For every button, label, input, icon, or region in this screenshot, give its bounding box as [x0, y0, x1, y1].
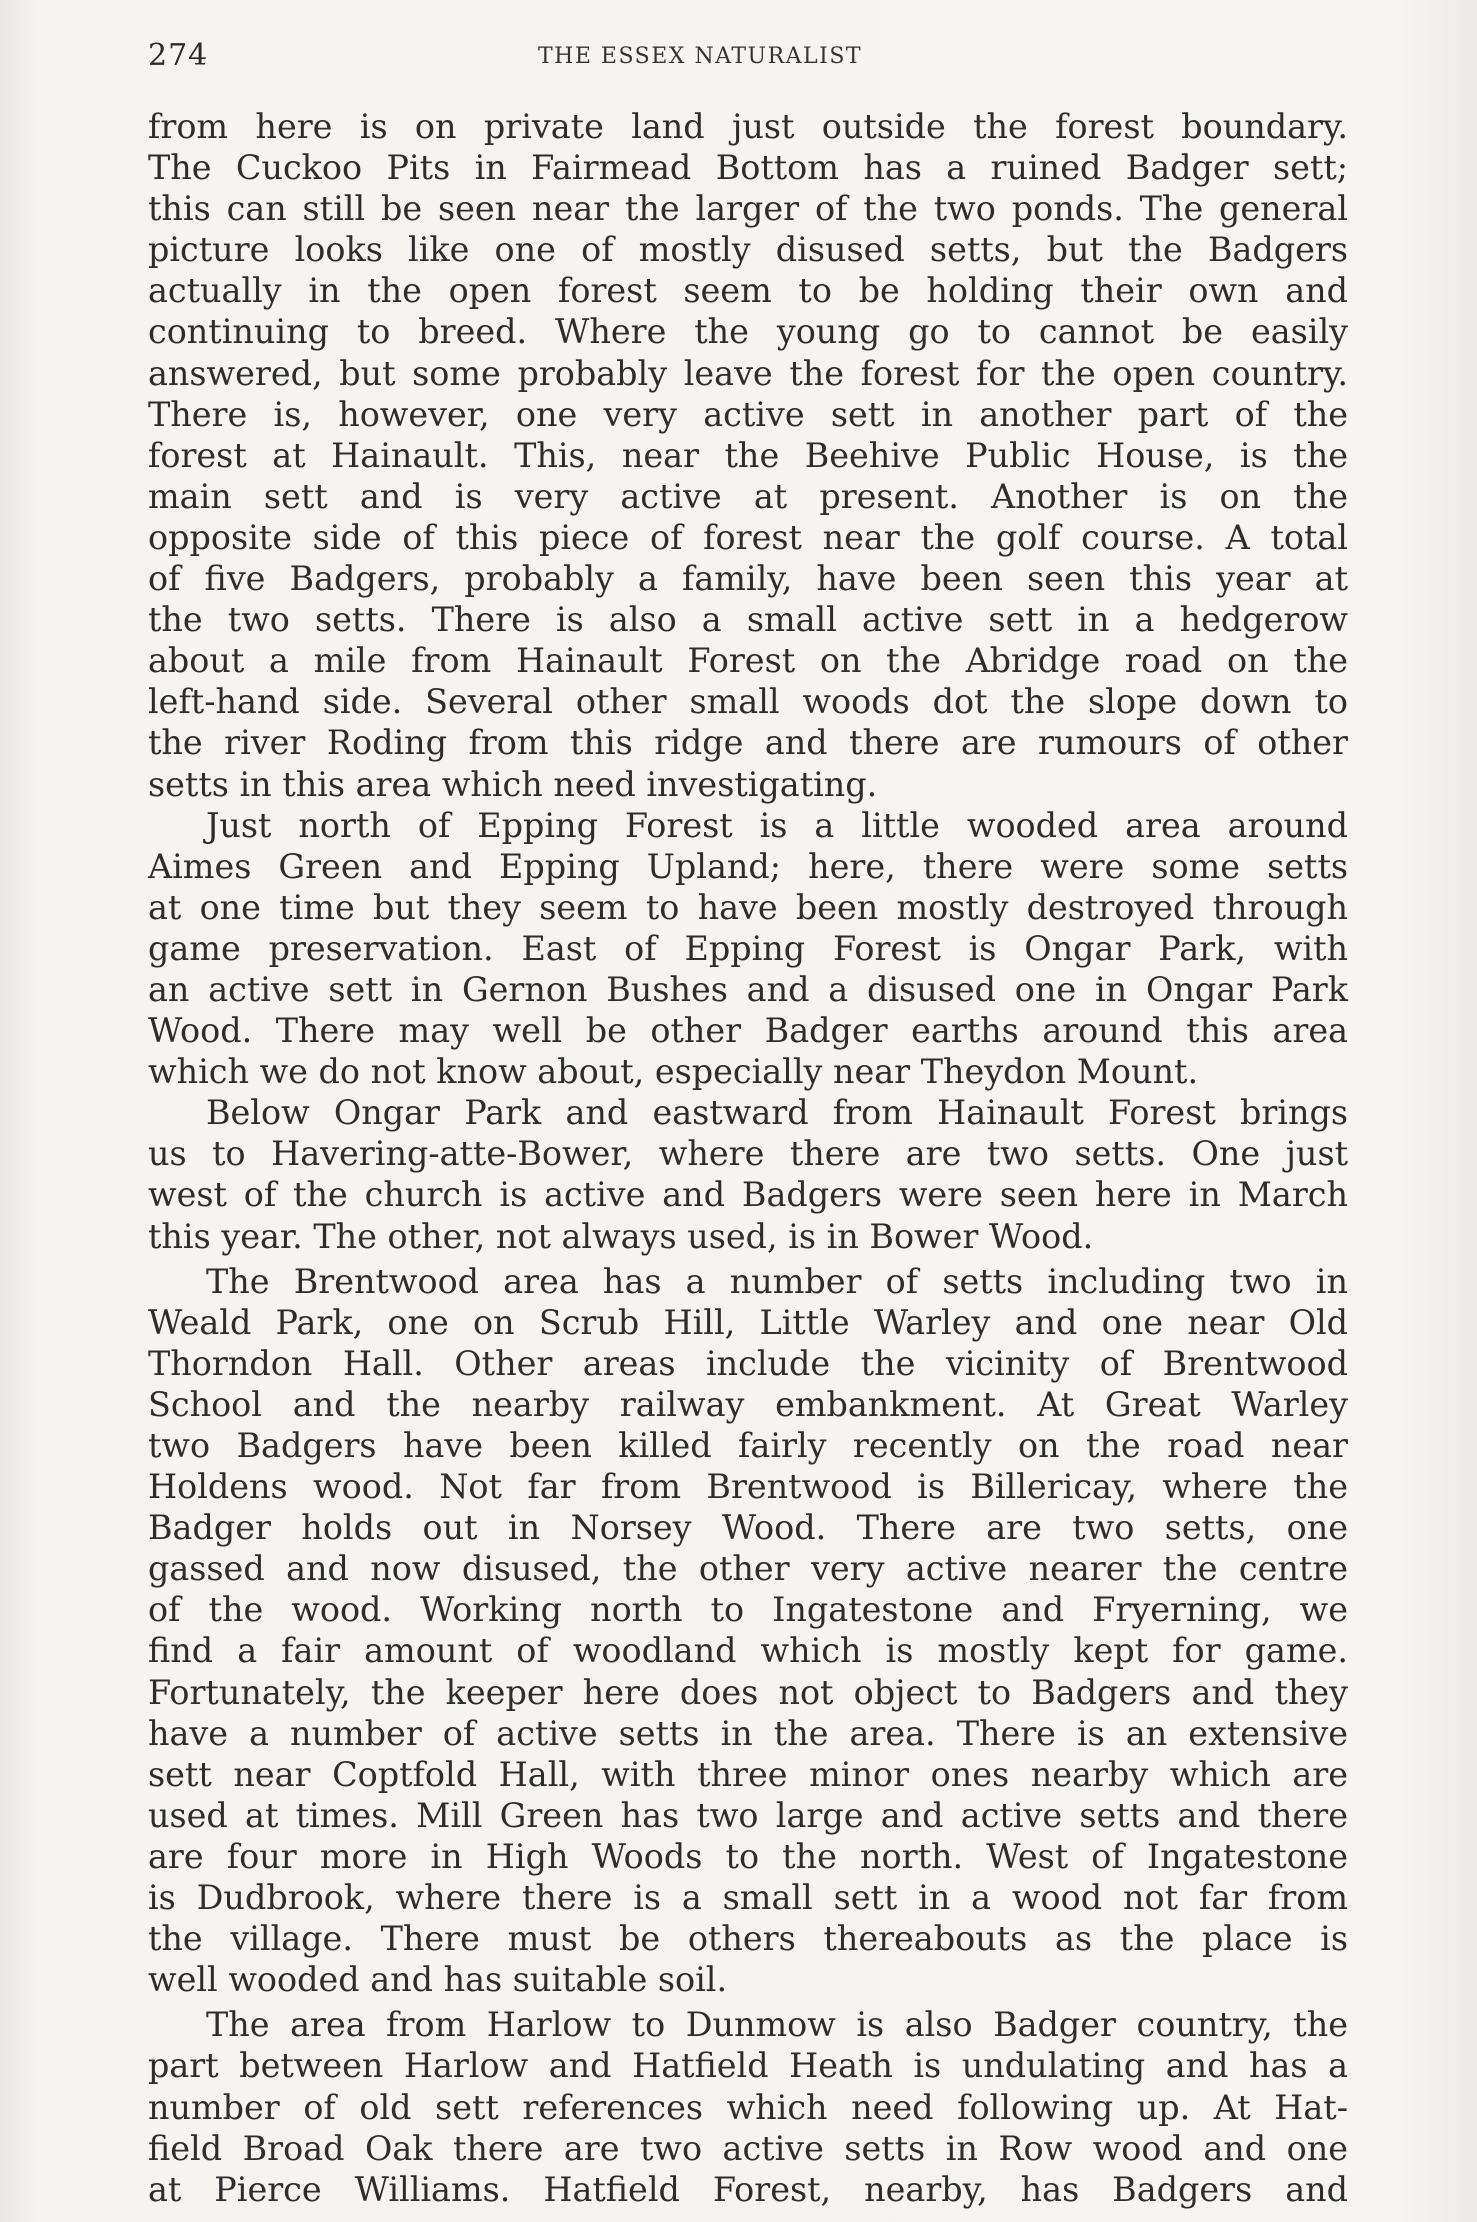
- text-line: sett near Coptfold Hall, with three minor ones nearby which are: [148, 1754, 1348, 1794]
- text-line: at one time but they seem to have been mostly destroyed through: [148, 887, 1348, 927]
- page-number: 274: [148, 38, 209, 73]
- text-line: Thorndon Hall. Other areas include the vicinity of Brentwood: [148, 1343, 1348, 1383]
- text-line: Aimes Green and Epping Upland; here, there were some setts: [148, 846, 1348, 886]
- text-line: School and the nearby railway embankment. At Great Warley: [148, 1384, 1348, 1424]
- text-line: Holdens wood. Not far from Brentwood is Billericay, where the: [148, 1467, 1348, 1507]
- text-line: of the wood. Working north to Ingatestone and Fryerning, we: [148, 1590, 1348, 1630]
- text-line: about a mile from Hainault Forest on the Abridge road on the: [148, 641, 1348, 681]
- text-line: The Brentwood area has a number of setts including two in: [206, 1261, 1348, 1301]
- paragraph: [148, 1092, 1348, 1256]
- text-line: this year. The other, not always used, is in Bower Wood.: [148, 1216, 1094, 1256]
- text-line: find a fair amount of woodland which is mostly kept for game.: [148, 1631, 1348, 1671]
- text-line: picture looks like one of mostly disused setts, but the Badgers: [148, 230, 1348, 270]
- text-line: opposite side of this piece of forest near the golf course. A total: [148, 517, 1348, 557]
- text-line: the village. There must be others thereabouts as the place is: [148, 1919, 1348, 1959]
- text-line: west of the church is active and Badgers were seen here in March: [148, 1175, 1348, 1215]
- text-line: field Broad Oak there are two active setts in Row wood and one: [148, 2128, 1348, 2168]
- text-line: continuing to breed. Where the young go to cannot be easily: [148, 312, 1348, 352]
- text-line: an active sett in Gernon Bushes and a disused one in Ongar Park: [148, 969, 1348, 1009]
- text-line: two Badgers have been killed fairly recently on the road near: [148, 1426, 1348, 1465]
- text-line: There is, however, one very active sett in another part of the: [148, 394, 1348, 434]
- text-line: number of old sett references which need following up. At Hat-: [148, 2087, 1348, 2127]
- page-header: [148, 38, 1348, 78]
- running-head: THE ESSEX NATURALIST: [538, 44, 863, 69]
- text-line: from here is on private land just outside the forest boundary.: [148, 107, 1348, 146]
- text-line: Below Ongar Park and eastward from Hainault Forest brings: [206, 1093, 1348, 1133]
- text-line: left-hand side. Several other small woods dot the slope down to: [148, 682, 1348, 722]
- text-line: forest at Hainault. This, near the Beehive Public House, is the: [148, 435, 1348, 475]
- text-line: have a number of active setts in the area. There is an extensive: [148, 1713, 1348, 1753]
- text-line: The Cuckoo Pits in Fairmead Bottom has a ruined Badger sett;: [148, 148, 1348, 188]
- text-line: Weald Park, one on Scrub Hill, Little Warley and one near Old: [148, 1302, 1348, 1342]
- text-line: The area from Harlow to Dunmow is also Badger country, the: [206, 2005, 1348, 2045]
- body-text: [148, 106, 1348, 2210]
- text-line: Badger holds out in Norsey Wood. There are two setts, one: [148, 1508, 1348, 1548]
- text-line: well wooded and has suitable soil.: [148, 1960, 728, 2000]
- paragraph: [148, 805, 1348, 1093]
- text-line: is Dudbrook, where there is a small sett in a wood not far from: [148, 1878, 1348, 1918]
- text-line: game preservation. East of Epping Forest is Ongar Park, with: [148, 928, 1348, 968]
- paragraph: [148, 106, 1348, 805]
- text-line: part between Harlow and Hatfield Heath is undulating and has a: [148, 2046, 1348, 2086]
- text-line: at Pierce Williams. Hatfield Forest, nearby, has Badgers and: [148, 2169, 1348, 2209]
- text-line: are four more in High Woods to the north. West of Ingatestone: [148, 1836, 1348, 1876]
- text-line: answered, but some probably leave the forest for the open country.: [148, 353, 1348, 393]
- paragraph: [148, 1261, 1348, 2001]
- text-line: Wood. There may well be other Badger earths around this area: [148, 1011, 1348, 1051]
- text-line: main sett and is very active at present. Another is on the: [148, 476, 1348, 516]
- text-line: Just north of Epping Forest is a little wooded area around: [206, 805, 1348, 845]
- text-line: the river Roding from this ridge and there are rumours of other: [148, 723, 1348, 763]
- text-line: us to Havering-atte-Bower, where there are two setts. One just: [148, 1134, 1348, 1174]
- text-line: Fortunately, the keeper here does not object to Badgers and they: [148, 1672, 1348, 1712]
- paragraph: [148, 2004, 1348, 2209]
- text-line: the two setts. There is also a small active sett in a hedgerow: [148, 600, 1348, 640]
- text-line: of five Badgers, probably a family, have been seen this year at: [148, 559, 1348, 599]
- text-line: gassed and now disused, the other very active nearer the centre: [148, 1549, 1348, 1589]
- text-line: setts in this area which need investigating.: [148, 764, 878, 804]
- text-line: this can still be seen near the larger of the two ponds. The general: [148, 189, 1348, 229]
- text-line: which we do not know about, especially near Theydon Mount.: [148, 1052, 1199, 1092]
- text-line: actually in the open forest seem to be holding their own and: [148, 271, 1348, 311]
- text-line: used at times. Mill Green has two large and active setts and there: [148, 1795, 1348, 1835]
